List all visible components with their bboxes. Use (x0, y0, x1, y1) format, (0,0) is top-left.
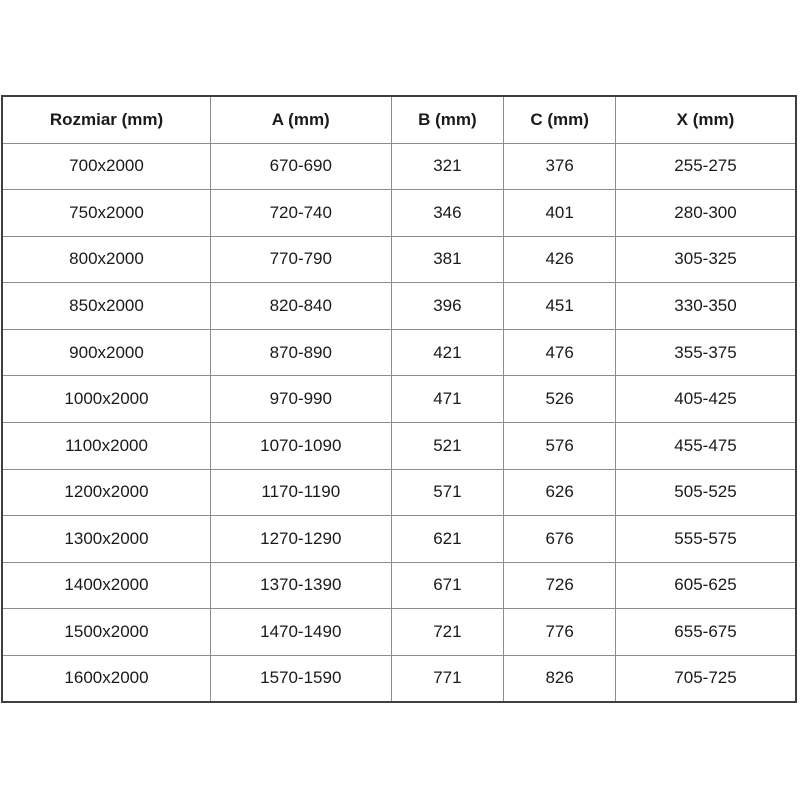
table-cell: 1200x2000 (2, 469, 211, 516)
table-cell: 330-350 (615, 283, 796, 330)
table-cell: 355-375 (615, 329, 796, 376)
table-cell: 770-790 (211, 236, 392, 283)
table-cell: 800x2000 (2, 236, 211, 283)
table-cell: 346 (391, 190, 504, 237)
table-cell: 381 (391, 236, 504, 283)
table-cell: 1270-1290 (211, 516, 392, 563)
table-cell: 476 (504, 329, 616, 376)
table-cell: 1400x2000 (2, 562, 211, 609)
table-cell: 820-840 (211, 283, 392, 330)
table-row (2, 143, 796, 190)
table-cell: 526 (504, 376, 616, 423)
table-cell: 576 (504, 422, 616, 469)
table-cell: 1470-1490 (211, 609, 392, 656)
column-header: C (mm) (504, 96, 616, 143)
table-cell: 700x2000 (2, 143, 211, 190)
table-row (2, 376, 796, 423)
table-cell: 676 (504, 516, 616, 563)
table-cell: 521 (391, 422, 504, 469)
table-cell: 555-575 (615, 516, 796, 563)
table-cell: 750x2000 (2, 190, 211, 237)
table-cell: 1500x2000 (2, 609, 211, 656)
table-row (2, 422, 796, 469)
table-cell: 670-690 (211, 143, 392, 190)
table-cell: 280-300 (615, 190, 796, 237)
table-row (2, 562, 796, 609)
table-cell: 655-675 (615, 609, 796, 656)
table-cell: 671 (391, 562, 504, 609)
column-header: B (mm) (391, 96, 504, 143)
table-cell: 605-625 (615, 562, 796, 609)
table-cell: 451 (504, 283, 616, 330)
table-cell: 305-325 (615, 236, 796, 283)
table-cell: 1570-1590 (211, 655, 392, 702)
table-cell: 720-740 (211, 190, 392, 237)
table-cell: 1070-1090 (211, 422, 392, 469)
column-header: A (mm) (211, 96, 392, 143)
table-cell: 721 (391, 609, 504, 656)
table-row (2, 190, 796, 237)
table-cell: 1100x2000 (2, 422, 211, 469)
table-cell: 1600x2000 (2, 655, 211, 702)
table-cell: 1170-1190 (211, 469, 392, 516)
table-cell: 321 (391, 143, 504, 190)
table-cell: 401 (504, 190, 616, 237)
table-cell: 571 (391, 469, 504, 516)
table-cell: 376 (504, 143, 616, 190)
table-cell: 1300x2000 (2, 516, 211, 563)
table-cell: 471 (391, 376, 504, 423)
table-row (2, 609, 796, 656)
table-cell: 705-725 (615, 655, 796, 702)
table-row (2, 516, 796, 563)
table-cell: 421 (391, 329, 504, 376)
table-row (2, 283, 796, 330)
table-row (2, 655, 796, 702)
table-cell: 396 (391, 283, 504, 330)
table-cell: 426 (504, 236, 616, 283)
table-cell: 726 (504, 562, 616, 609)
table-cell: 826 (504, 655, 616, 702)
table-cell: 455-475 (615, 422, 796, 469)
dimensions-table (1, 95, 797, 703)
table-row (2, 329, 796, 376)
table-cell: 505-525 (615, 469, 796, 516)
table-cell: 626 (504, 469, 616, 516)
header-row (2, 96, 796, 143)
table-body (2, 143, 796, 702)
table-cell: 621 (391, 516, 504, 563)
table-cell: 776 (504, 609, 616, 656)
table-cell: 255-275 (615, 143, 796, 190)
table-cell: 405-425 (615, 376, 796, 423)
table-row (2, 236, 796, 283)
table-cell: 1000x2000 (2, 376, 211, 423)
column-header: X (mm) (615, 96, 796, 143)
table-cell: 771 (391, 655, 504, 702)
table-cell: 970-990 (211, 376, 392, 423)
table-cell: 850x2000 (2, 283, 211, 330)
column-header: Rozmiar (mm) (2, 96, 211, 143)
table-cell: 900x2000 (2, 329, 211, 376)
table-cell: 870-890 (211, 329, 392, 376)
table-cell: 1370-1390 (211, 562, 392, 609)
table-row (2, 469, 796, 516)
